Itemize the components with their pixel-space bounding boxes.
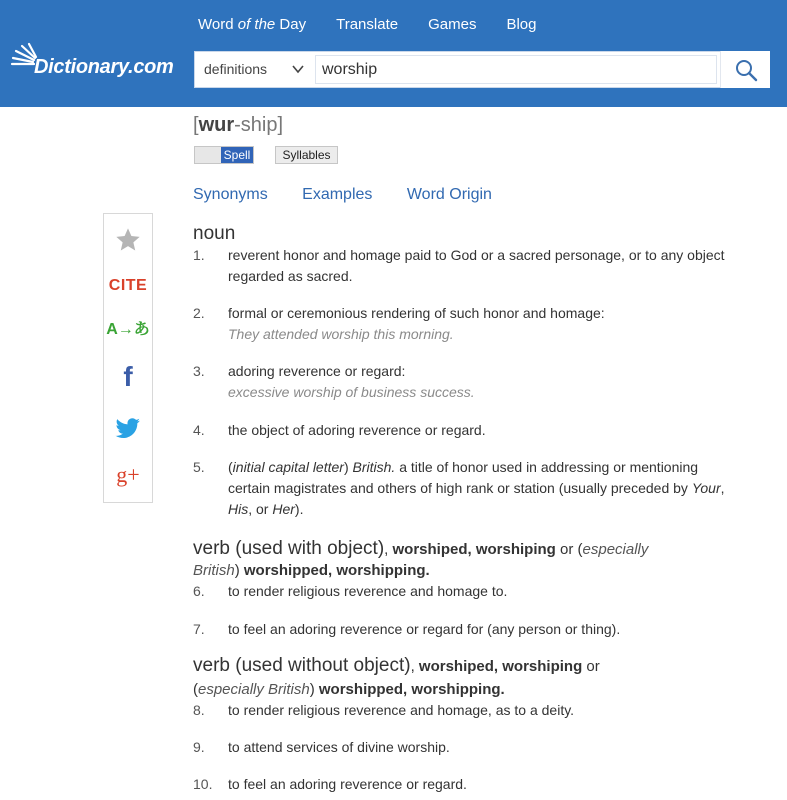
text-part: ). — [294, 501, 304, 517]
text-part: or ( — [555, 541, 583, 558]
definition-text: adoring reverence or regard: — [228, 363, 406, 379]
translate-button[interactable]: A→あ — [106, 321, 150, 338]
pos-label: verb (used without object) — [193, 655, 411, 676]
text-part: ( — [228, 459, 233, 475]
definition-number: 3. — [193, 363, 205, 379]
search-button[interactable] — [720, 51, 770, 88]
text-part: a title of honor used in addressing or mentioning certain magistrates and others of high rank or station (usually preceded by — [228, 459, 699, 496]
text-part: , — [410, 658, 419, 675]
tab-word-origin[interactable]: Word Origin — [406, 186, 492, 203]
definition-text: to feel an adoring reverence or regard. — [228, 776, 467, 792]
nav-label-part: Word — [198, 16, 238, 33]
text-part: ) — [234, 562, 244, 579]
region-label: British — [193, 562, 235, 579]
definition-text: the object of adoring reverence or regard. — [228, 422, 486, 438]
syllables-button[interactable]: Syllables — [275, 146, 338, 164]
definition-number: 5. — [193, 459, 205, 475]
region-label: British. — [352, 459, 396, 475]
favorite-button[interactable] — [104, 226, 152, 259]
site-header — [0, 0, 787, 107]
definition-text: formal or ceremonious rendering of such honor and homage: — [228, 305, 605, 321]
definition-9 — [193, 737, 733, 758]
twitter-icon — [115, 418, 141, 440]
logo-text: Dictionary.com — [34, 56, 174, 78]
text-part: ( — [193, 681, 198, 698]
definition-number: 9. — [193, 739, 205, 755]
definition-text: to feel an adoring reverence or regard for (any person or thing). — [228, 621, 621, 637]
definition-text: reverent honor and homage paid to God or a sacred personage, or to any object regarded as sacred. — [228, 247, 725, 284]
nav-label-emphasis: of the — [237, 16, 276, 33]
spell-toggle-label: Spell — [221, 147, 253, 163]
usage-label: especially — [582, 541, 649, 558]
text-part: ) — [309, 681, 319, 698]
bracket: [ — [193, 114, 199, 136]
definition-1 — [193, 245, 733, 287]
search-type-value: definitions — [204, 61, 268, 77]
text-italic: Your — [691, 480, 721, 496]
search-bar — [194, 51, 770, 88]
definition-number: 10. — [193, 776, 213, 792]
nav-games[interactable]: Games — [428, 16, 477, 33]
site-logo[interactable] — [4, 38, 184, 98]
star-icon — [114, 226, 142, 254]
part-of-speech-verb-intransitive-cont — [193, 681, 505, 698]
part-of-speech-verb-transitive — [193, 538, 648, 560]
definition-number: 6. — [193, 583, 205, 599]
definition-number: 2. — [193, 305, 205, 321]
definition-text: to render religious reverence and homage, as to a deity. — [228, 702, 575, 718]
bracket: ] — [277, 114, 284, 136]
nav-word-of-the-day[interactable] — [198, 16, 306, 33]
search-type-select[interactable] — [195, 52, 313, 87]
nav-blog[interactable]: Blog — [506, 16, 537, 33]
definition-number: 4. — [193, 422, 205, 438]
pos-label: verb (used with object) — [193, 538, 385, 559]
text-part: ) — [343, 459, 353, 475]
definition-text: to render religious reverence and homage to. — [228, 583, 508, 599]
definition-text — [228, 457, 733, 520]
definition-4 — [193, 420, 733, 441]
search-icon — [734, 58, 758, 82]
facebook-icon[interactable]: f — [123, 361, 133, 392]
search-input[interactable] — [315, 55, 717, 84]
google-plus-icon[interactable]: g+ — [116, 462, 140, 487]
definition-example: They attended worship this morning. — [228, 326, 454, 342]
text-part: , — [384, 541, 393, 558]
part-of-speech-verb-intransitive — [193, 655, 600, 677]
definition-6 — [193, 581, 733, 602]
twitter-button[interactable] — [104, 418, 152, 445]
nav-label-part: Day — [275, 16, 307, 33]
text-part: or — [582, 658, 600, 675]
definition-3 — [193, 361, 733, 403]
definition-example: excessive worship of business success. — [228, 384, 475, 400]
definition-10 — [193, 774, 733, 795]
inflected-forms: worshipped, worshipping. — [243, 562, 430, 579]
part-of-speech-verb-transitive-cont — [193, 562, 430, 579]
chevron-down-icon — [292, 64, 304, 74]
nav-translate[interactable]: Translate — [336, 16, 399, 33]
usage-label: initial capital letter — [232, 459, 344, 475]
usage-label: especially British — [198, 681, 310, 698]
definition-7 — [193, 619, 733, 640]
stressed-syllable: wur — [198, 114, 235, 136]
pronunciation — [193, 114, 283, 137]
text-part: , or — [248, 501, 273, 517]
definition-8 — [193, 700, 733, 721]
definition-5 — [193, 457, 733, 520]
unstressed-syllable: -ship — [234, 114, 278, 136]
definition-text: to attend services of divine worship. — [228, 739, 450, 755]
entry-tabs — [193, 186, 522, 204]
text-italic: His — [228, 501, 249, 517]
definition-number: 8. — [193, 702, 205, 718]
cite-button[interactable]: CITE — [108, 277, 148, 294]
inflected-forms: worshiped, worshiping — [392, 541, 556, 558]
definition-number: 7. — [193, 621, 205, 637]
text-part: , — [720, 480, 725, 496]
inflected-forms: worshipped, worshipping. — [318, 681, 505, 698]
text-italic: Her — [272, 501, 295, 517]
tab-examples[interactable]: Examples — [302, 186, 373, 203]
definition-number: 1. — [193, 247, 205, 263]
definition-2 — [193, 303, 733, 345]
inflected-forms: worshiped, worshiping — [418, 658, 583, 675]
spell-toggle[interactable] — [194, 146, 254, 164]
tab-synonyms[interactable]: Synonyms — [193, 186, 268, 203]
top-nav — [198, 16, 566, 33]
share-sidebar — [103, 213, 153, 503]
part-of-speech-noun: noun — [193, 223, 236, 244]
